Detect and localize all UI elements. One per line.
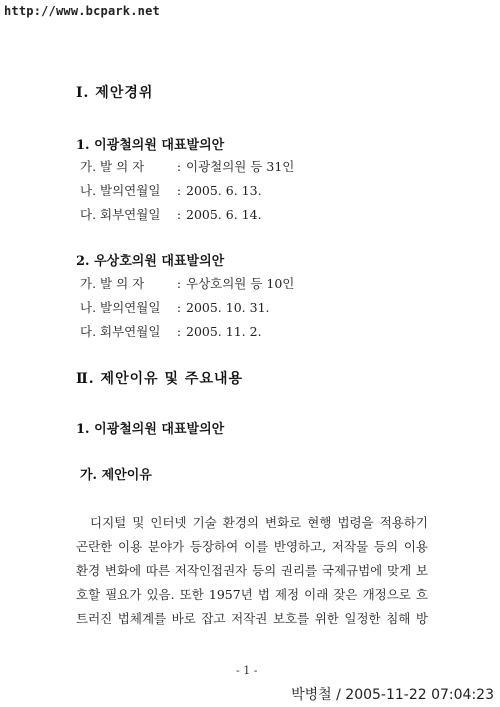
section-1-title: Ⅰ. 제안경위 [76, 85, 154, 101]
bill-2-heading: 2. 우상호의원 대표발의안 [76, 254, 225, 269]
item-label: 나. 발의연월일 [80, 300, 161, 315]
item-value: 2005. 11. 2. [186, 324, 262, 339]
paragraph-line: 디지털 및 인터넷 기술 환경의 변화로 현행 법령을 적용하기 [90, 515, 428, 530]
item-label: 가. 발 의 자 [80, 276, 145, 291]
item-value: 이광철의원 등 31인 [186, 159, 295, 174]
bill-1-referral-date: 다. 회부연월일 : 2005. 6. 14. [80, 207, 262, 222]
item-value: 2005. 10. 31. [186, 300, 270, 315]
item-label: 다. 회부연월일 [80, 207, 161, 222]
section-2-sub-heading: 1. 이광철의원 대표발의안 [76, 422, 225, 437]
paragraph-line: 곤란한 이용 분야가 등장하여 이를 반영하고, 저작물 등의 이용 [76, 539, 428, 554]
reason-heading: 가. 제안이유 [80, 468, 152, 483]
item-value: 2005. 6. 13. [186, 183, 262, 198]
bill-1-heading: 1. 이광철의원 대표발의안 [76, 138, 225, 153]
footer-stamp: 박병철 / 2005-11-22 07:04:23 [291, 687, 494, 703]
item-value: 2005. 6. 14. [186, 207, 262, 222]
paragraph-line: 호할 필요가 있음. 또한 1957년 법 제정 이래 잦은 개정으로 흐 [76, 587, 428, 602]
bill-2-referral-date: 다. 회부연월일 : 2005. 11. 2. [80, 324, 262, 339]
bill-1-proposer: 가. 발 의 자 : 이광철의원 등 31인 [80, 159, 295, 174]
paragraph-line: 환경 변화에 따른 저작인접권자 등의 권리를 국제규범에 맞게 보 [76, 563, 428, 578]
watermark-url: http://www.bcpark.net [4, 4, 160, 18]
bill-2-proposer: 가. 발 의 자 : 우상호의원 등 10인 [80, 276, 295, 291]
bill-1-proposal-date: 나. 발의연월일 : 2005. 6. 13. [80, 183, 262, 198]
bill-2-proposal-date: 나. 발의연월일 : 2005. 10. 31. [80, 300, 270, 315]
item-value: 우상호의원 등 10인 [186, 276, 295, 291]
paragraph-line: 트러진 법체계를 바로 잡고 저작권 보호를 위한 일정한 침해 방 [76, 611, 428, 626]
page-number: - 1 - [236, 664, 258, 677]
item-label: 다. 회부연월일 [80, 324, 161, 339]
section-2-title: Ⅱ. 제안이유 및 주요내용 [76, 371, 244, 387]
item-label: 나. 발의연월일 [80, 183, 161, 198]
item-label: 가. 발 의 자 [80, 159, 145, 174]
